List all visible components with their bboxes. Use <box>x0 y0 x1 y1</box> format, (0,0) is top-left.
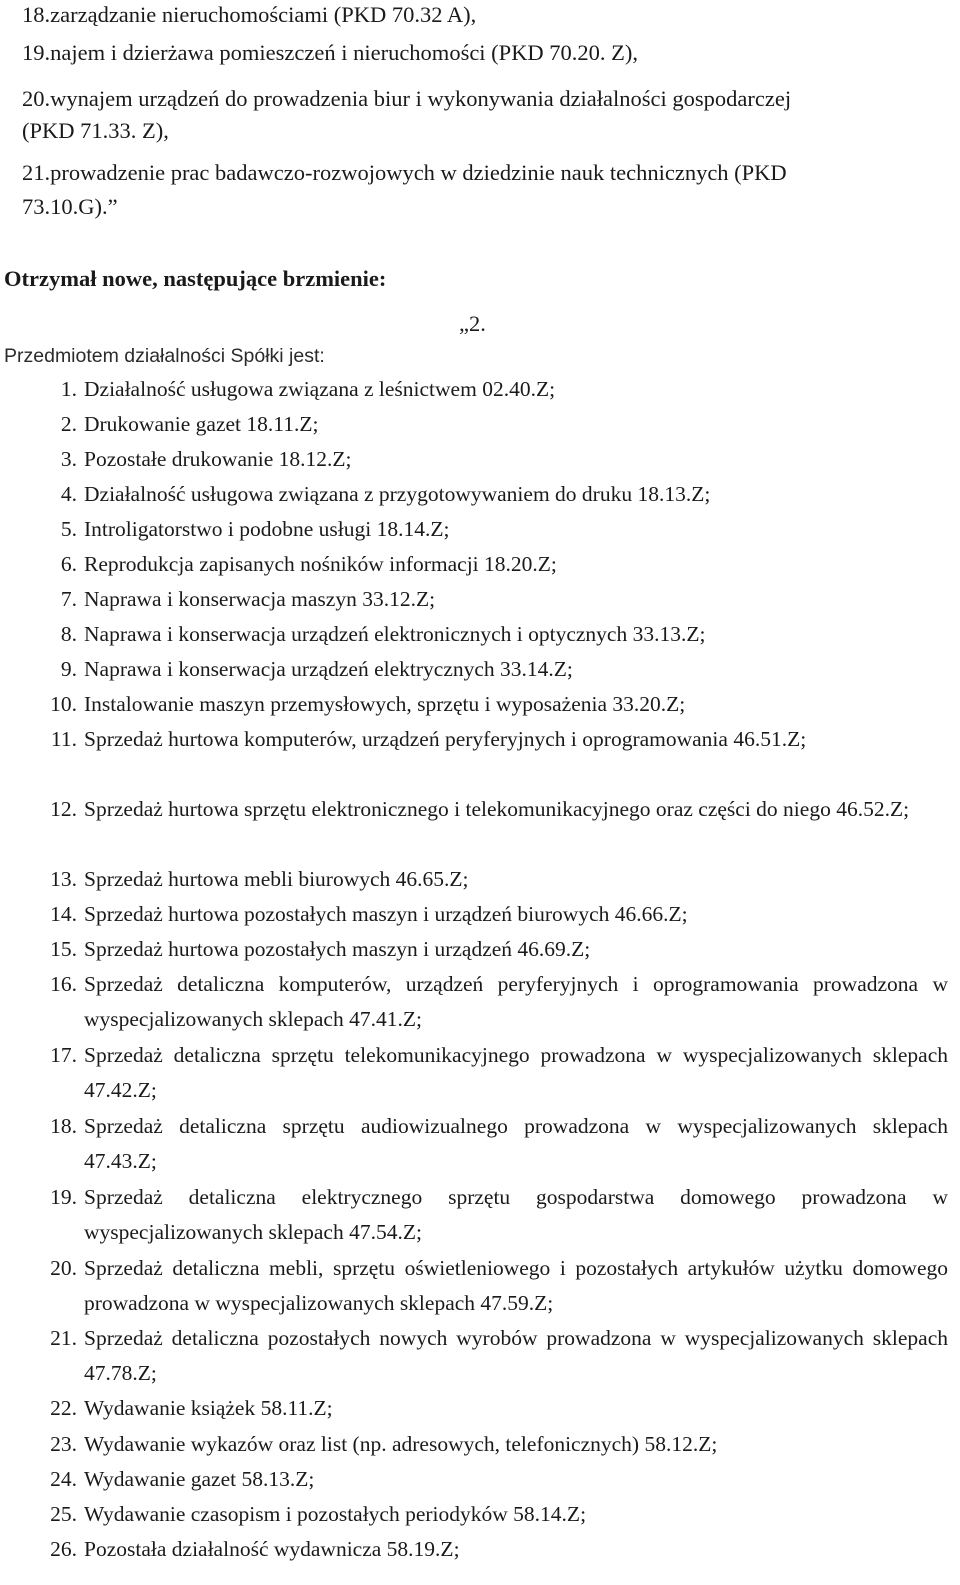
item-number: 7. <box>60 587 77 611</box>
list-intro: Przedmiotem działalności Spółki jest: <box>4 345 325 367</box>
previous-item-line: 19.najem i dzierżawa pomieszczeń i nieruchomości (PKD 70.20. Z), <box>22 40 639 65</box>
item-text: Sprzedaż detaliczna pozostałych nowych wyrobów prowadzona w wyspecjalizowanych sklepach 47.78.Z; <box>84 1326 948 1385</box>
item-number: 14. <box>50 902 77 926</box>
item-number: 10. <box>50 692 77 716</box>
item-number: 16. <box>50 972 77 996</box>
item-text: Sprzedaż hurtowa pozostałych maszyn i urządzeń 46.69.Z; <box>84 937 591 961</box>
item-text: Naprawa i konserwacja urządzeń elektronicznych i optycznych 33.13.Z; <box>84 622 706 646</box>
item-text: Sprzedaż detaliczna komputerów, urządzeń peryferyjnych i oprogramowania prowadzona w wyspecjalizowanych sklepach 47.41.Z; <box>84 972 948 1031</box>
item-text: Sprzedaż hurtowa pozostałych maszyn i urządzeń biurowych 46.66.Z; <box>84 902 688 926</box>
item-number: 26. <box>50 1537 77 1561</box>
item-number: 15. <box>50 937 77 961</box>
item-text: Wydawanie książek 58.11.Z; <box>84 1396 333 1420</box>
item-number: 12. <box>50 797 77 821</box>
item-text: Sprzedaż hurtowa mebli biurowych 46.65.Z; <box>84 867 469 891</box>
item-number: 20. <box>50 1256 77 1280</box>
item-text: Sprzedaż hurtowa sprzętu elektronicznego i telekomunikacyjnego oraz części do niego 46.52.Z; <box>84 797 910 821</box>
item-text: Sprzedaż detaliczna sprzętu audiowizualnego prowadzona w wyspecjalizowanych sklepach 47.43.Z; <box>84 1114 948 1173</box>
item-text: Działalność usługowa związana z leśnictwem 02.40.Z; <box>84 377 556 401</box>
item-number: 2. <box>60 412 77 436</box>
item-number: 6. <box>60 552 77 576</box>
item-number: 21. <box>50 1326 77 1350</box>
item-text: Naprawa i konserwacja maszyn 33.12.Z; <box>84 587 436 611</box>
section-number: „2. <box>459 311 486 336</box>
previous-item-line: 21.prowadzenie prac badawczo-rozwojowych w dziedzinie nauk technicznych (PKD <box>22 160 787 185</box>
item-number: 3. <box>60 447 77 471</box>
item-number: 19. <box>50 1185 77 1209</box>
item-text: Działalność usługowa związana z przygotowywaniem do druku 18.13.Z; <box>84 482 711 506</box>
item-text: Sprzedaż detaliczna elektrycznego sprzętu gospodarstwa domowego prowadzona w wyspecjalizowanych sklepach 47.54.Z; <box>84 1185 948 1244</box>
item-number: 11. <box>50 727 77 751</box>
item-text: Sprzedaż detaliczna mebli, sprzętu oświetleniowego i pozostałych artykułów użytku domowego prowadzona w wyspecjalizowanych sklepach 47.59.Z; <box>84 1256 948 1315</box>
item-text: Wydawanie czasopism i pozostałych periodyków 58.14.Z; <box>84 1502 587 1526</box>
item-number: 24. <box>50 1467 77 1491</box>
item-number: 17. <box>50 1043 77 1067</box>
item-text: Sprzedaż hurtowa komputerów, urządzeń peryferyjnych i oprogramowania 46.51.Z; <box>84 727 807 751</box>
item-text: Drukowanie gazet 18.11.Z; <box>84 412 319 436</box>
item-text: Instalowanie maszyn przemysłowych, sprzętu i wyposażenia 33.20.Z; <box>84 692 686 716</box>
item-text: Pozostałe drukowanie 18.12.Z; <box>84 447 352 471</box>
item-text: Wydawanie gazet 58.13.Z; <box>84 1467 315 1491</box>
item-text: Wydawanie wykazów oraz list (np. adresowych, telefonicznych) 58.12.Z; <box>84 1432 718 1456</box>
previous-item-line: 73.10.G).” <box>22 194 118 219</box>
item-number: 13. <box>50 867 77 891</box>
item-number: 8. <box>60 622 77 646</box>
item-number: 18. <box>50 1114 77 1138</box>
item-number: 22. <box>50 1396 77 1420</box>
item-number: 4. <box>60 482 77 506</box>
item-number: 5. <box>60 517 77 541</box>
previous-item-line: 18.zarządzanie nieruchomościami (PKD 70.32 A), <box>22 2 477 27</box>
previous-item-line: 20.wynajem urządzeń do prowadzenia biur i wykonywania działalności gospodarczej <box>22 86 792 111</box>
item-text: Reprodukcja zapisanych nośników informacji 18.20.Z; <box>84 552 557 576</box>
item-number: 25. <box>50 1502 77 1526</box>
item-number: 1. <box>60 377 77 401</box>
item-text: Introligatorstwo i podobne usługi 18.14.Z; <box>84 517 450 541</box>
item-text: Naprawa i konserwacja urządzeń elektrycznych 33.14.Z; <box>84 657 573 681</box>
item-number: 9. <box>60 657 77 681</box>
item-text: Pozostała działalność wydawnicza 58.19.Z; <box>84 1537 460 1561</box>
amendment-heading: Otrzymał nowe, następujące brzmienie: <box>4 266 387 291</box>
item-number: 23. <box>50 1432 77 1456</box>
item-text: Sprzedaż detaliczna sprzętu telekomunikacyjnego prowadzona w wyspecjalizowanych sklepach 47.42.Z; <box>84 1043 948 1102</box>
previous-item-line: (PKD 71.33. Z), <box>22 118 169 143</box>
